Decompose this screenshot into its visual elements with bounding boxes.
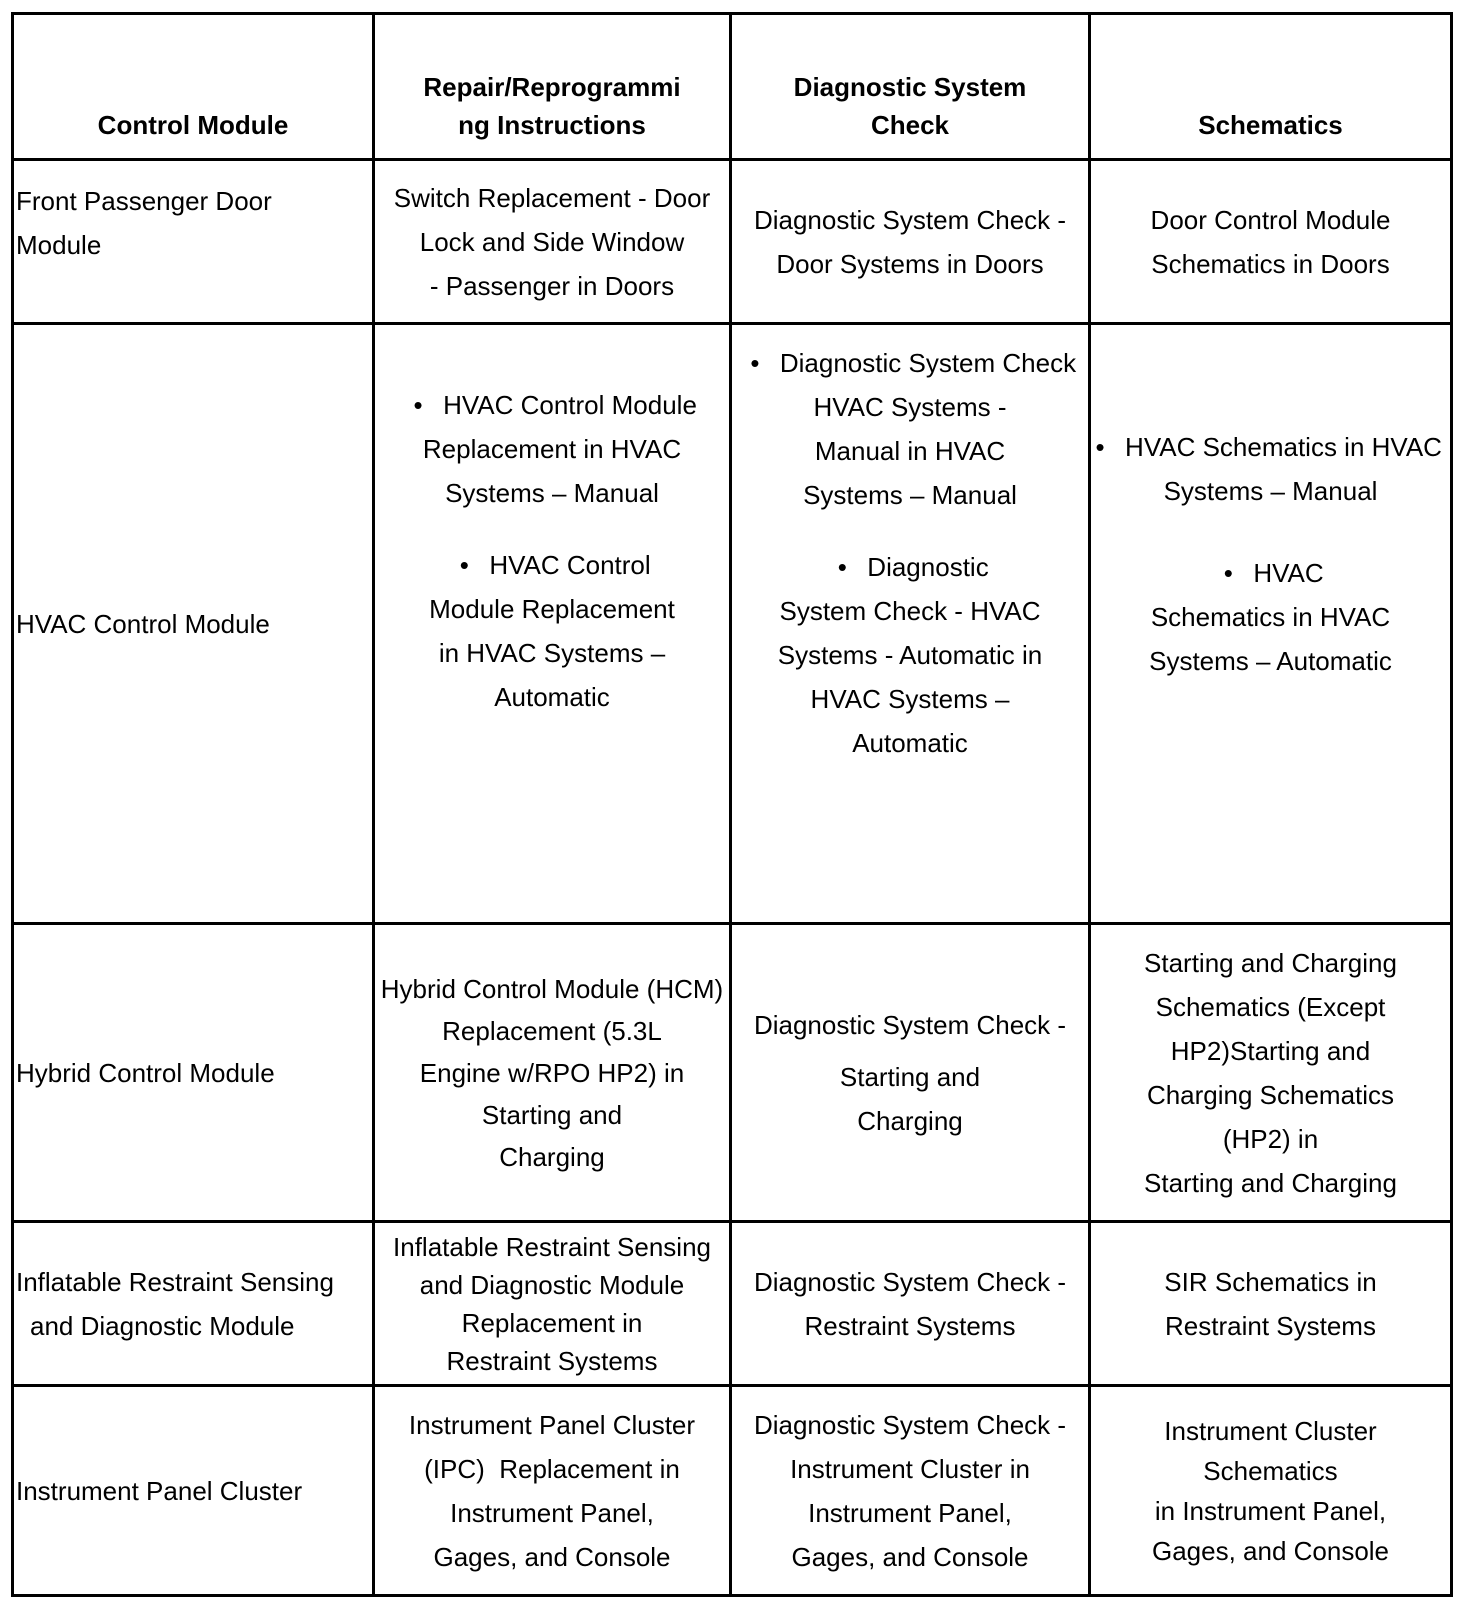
diagnostic-link[interactable]: • Diagnostic System Check <box>732 341 1088 385</box>
repair-cell <box>374 1222 731 1386</box>
table-row <box>13 1222 1452 1386</box>
table-row <box>13 324 1452 924</box>
repair-link[interactable]: Lock and Side Window <box>419 226 685 257</box>
diagnostic-cell <box>731 160 1090 324</box>
diagnostic-link[interactable]: Diagnostic System Check - <box>753 204 1067 235</box>
diagnostic-link[interactable]: Automatic <box>852 728 968 758</box>
repair-link[interactable]: Restraint Systems <box>446 1345 658 1376</box>
repair-link[interactable]: Replacement (5.3L <box>442 1015 662 1046</box>
header-diagnostic-check <box>731 14 1090 160</box>
diagnostic-link[interactable]: Systems – Manual <box>803 480 1017 510</box>
repair-link[interactable]: Charging <box>499 1141 605 1172</box>
schematics-item-automatic[interactable] <box>1091 551 1450 683</box>
module-cell <box>13 324 374 924</box>
repair-item-manual[interactable] <box>375 383 729 515</box>
schematics-link[interactable]: Schematics in Doors <box>1151 248 1390 279</box>
schematics-link[interactable]: • HVAC <box>1091 551 1450 595</box>
diagnostic-link[interactable]: Charging <box>857 1105 963 1136</box>
diagnostic-item-automatic[interactable] <box>732 545 1088 765</box>
diagnostic-link[interactable]: Instrument Cluster in <box>790 1453 1030 1484</box>
repair-link[interactable]: Module Replacement <box>429 594 675 624</box>
schematics-link[interactable]: Schematics (Except <box>1155 991 1386 1022</box>
schematics-cell <box>1090 160 1452 324</box>
module-line: Front Passenger Door <box>16 186 272 216</box>
repair-link[interactable]: Replacement in <box>461 1307 643 1338</box>
repair-link[interactable]: Automatic <box>494 682 610 712</box>
repair-link[interactable]: Switch Replacement - Door <box>393 182 711 213</box>
diagnostic-link[interactable]: Diagnostic System Check - <box>753 1409 1067 1440</box>
diagnostic-link[interactable]: Door Systems in Doors <box>776 248 1044 279</box>
diagnostic-link[interactable]: Manual in HVAC <box>814 436 1006 466</box>
module-line: Instrument Panel Cluster <box>16 1475 303 1506</box>
diagnostic-link[interactable]: Starting and <box>839 1061 981 1092</box>
diagnostic-link[interactable]: Gages, and Console <box>791 1541 1029 1572</box>
diagnostic-link[interactable]: Instrument Panel, <box>808 1497 1012 1528</box>
repair-link[interactable]: and Diagnostic Module <box>419 1269 685 1300</box>
schematics-link[interactable]: Schematics <box>1203 1455 1338 1486</box>
module-cell <box>13 160 374 324</box>
repair-cell <box>374 1386 731 1596</box>
header-row <box>13 14 1452 160</box>
diagnostic-link[interactable]: HVAC Systems - <box>813 392 1007 422</box>
diagnostic-link[interactable]: Restraint Systems <box>804 1310 1016 1341</box>
schematics-link[interactable]: Starting and Charging <box>1144 1167 1397 1198</box>
repair-link[interactable]: in HVAC Systems – <box>438 638 666 668</box>
repair-link[interactable]: Gages, and Console <box>433 1541 671 1572</box>
diagnostic-cell <box>731 1222 1090 1386</box>
repair-link[interactable]: - Passenger in Doors <box>429 270 675 301</box>
schematics-item-manual[interactable] <box>1091 425 1450 513</box>
module-line: Module <box>16 230 102 260</box>
header-control-module-text: Control Module <box>97 110 289 140</box>
header-repair-instructions <box>374 14 731 160</box>
schematics-cell <box>1090 924 1452 1222</box>
schematics-link[interactable]: in Instrument Panel, <box>1154 1495 1387 1526</box>
schematics-cell <box>1090 324 1452 924</box>
module-cell <box>13 924 374 1222</box>
repair-link[interactable]: • HVAC Control <box>375 543 729 587</box>
repair-item-automatic[interactable] <box>375 543 729 719</box>
repair-link[interactable]: Inflatable Restraint Sensing <box>393 1231 711 1262</box>
repair-link[interactable]: Replacement in HVAC <box>422 434 682 464</box>
repair-link[interactable]: Engine w/RPO HP2) in <box>419 1057 685 1088</box>
diagnostic-link[interactable]: HVAC Systems – <box>810 684 1010 714</box>
module-line: and Diagnostic Module <box>30 1310 295 1341</box>
header-diag-line-1: Diagnostic System <box>793 72 1027 102</box>
schematics-cell <box>1090 1386 1452 1596</box>
header-repair-line-1: Repair/Reprogrammi <box>423 72 681 102</box>
header-diag-line-2: Check <box>870 110 950 140</box>
repair-cell <box>374 324 731 924</box>
schematics-link[interactable]: • HVAC Schematics in HVAC <box>1090 425 1451 469</box>
module-line: HVAC Control Module <box>16 608 270 639</box>
module-line: Hybrid Control Module <box>16 1057 275 1088</box>
diagnostic-link[interactable]: Diagnostic System Check - <box>753 1266 1067 1297</box>
diagnostic-link[interactable]: System Check - HVAC <box>779 596 1041 626</box>
header-schematics-text: Schematics <box>1198 110 1343 140</box>
repair-link[interactable]: • HVAC Control Module <box>375 383 729 427</box>
schematics-link[interactable]: Systems – Manual <box>1163 476 1378 506</box>
repair-cell <box>374 160 731 324</box>
schematics-link[interactable]: Instrument Cluster <box>1164 1415 1377 1446</box>
schematics-link[interactable]: Charging Schematics <box>1146 1079 1395 1110</box>
repair-link[interactable]: Starting and <box>481 1099 623 1130</box>
repair-link[interactable]: Systems – Manual <box>445 478 659 508</box>
schematics-link[interactable]: Restraint Systems <box>1165 1310 1376 1341</box>
diagnostic-cell <box>731 324 1090 924</box>
header-schematics <box>1090 14 1452 160</box>
repair-link[interactable]: (IPC) Replacement in <box>424 1453 680 1484</box>
module-cell <box>13 1386 374 1596</box>
schematics-link[interactable]: Schematics in HVAC <box>1150 602 1391 632</box>
diagnostic-cell <box>731 924 1090 1222</box>
diagnostic-cell <box>731 1386 1090 1596</box>
diagnostic-item-manual[interactable] <box>732 341 1088 517</box>
schematics-link[interactable]: Gages, and Console <box>1151 1535 1390 1566</box>
schematics-link[interactable]: Starting and Charging <box>1144 947 1397 978</box>
diagnostic-link[interactable]: Diagnostic System Check - <box>753 1009 1067 1040</box>
table-row <box>13 1386 1452 1596</box>
schematics-link[interactable]: (HP2) in <box>1222 1123 1319 1154</box>
schematics-link[interactable]: Door Control Module <box>1150 204 1391 235</box>
repair-link[interactable]: Hybrid Control Module (HCM) <box>380 973 724 1004</box>
diagnostic-link[interactable]: Systems - Automatic in <box>777 640 1043 670</box>
module-cell <box>13 1222 374 1386</box>
schematics-cell <box>1090 1222 1452 1386</box>
repair-link[interactable]: Instrument Panel Cluster <box>408 1409 696 1440</box>
schematics-link[interactable]: Systems – Automatic <box>1149 646 1392 676</box>
table-row <box>13 160 1452 324</box>
module-reference-table <box>11 12 1453 1597</box>
header-repair-line-2: ng Instructions <box>458 110 646 140</box>
repair-link[interactable]: Instrument Panel, <box>450 1497 654 1528</box>
schematics-link[interactable]: SIR Schematics in <box>1164 1266 1377 1297</box>
table-row <box>13 924 1452 1222</box>
schematics-link[interactable]: HP2)Starting and <box>1170 1035 1371 1066</box>
module-line: Inflatable Restraint Sensing <box>16 1266 334 1297</box>
header-control-module <box>13 14 374 160</box>
diagnostic-link[interactable]: • Diagnostic <box>732 545 1088 589</box>
repair-cell <box>374 924 731 1222</box>
